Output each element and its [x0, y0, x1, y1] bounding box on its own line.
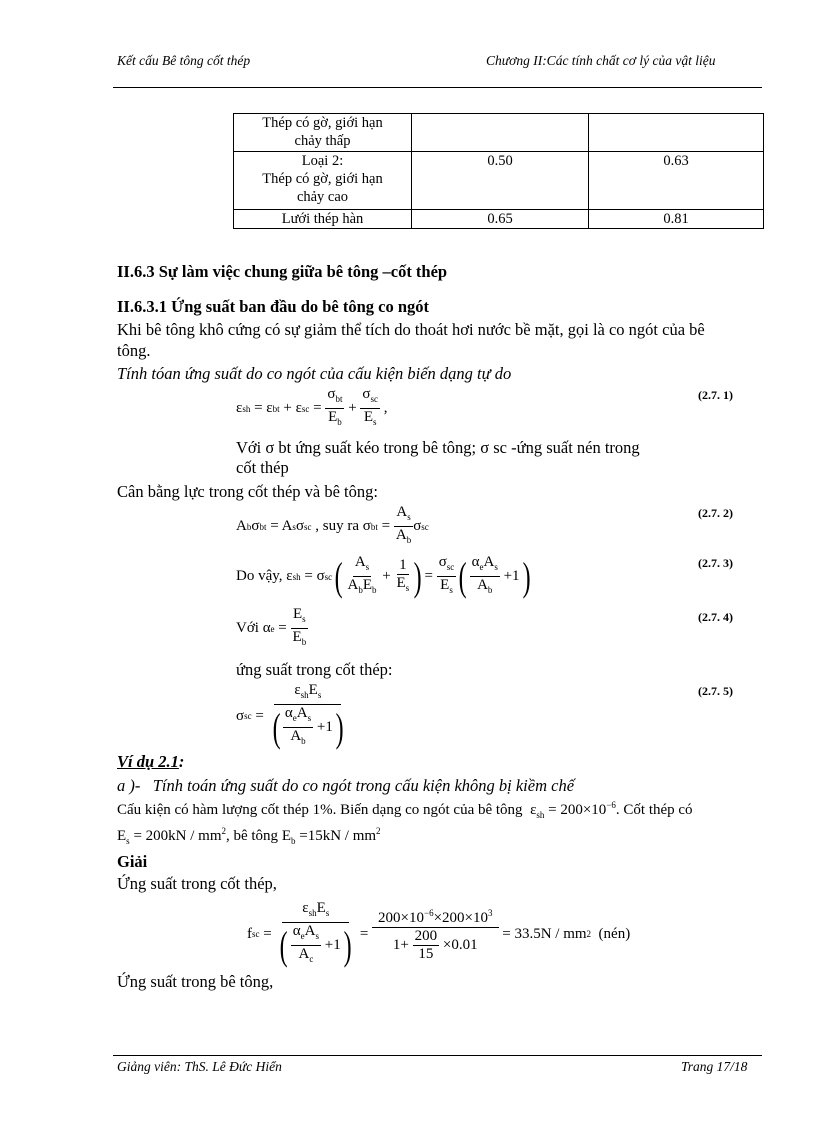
coefficient-table	[233, 113, 764, 229]
table-cell: 0.50	[412, 152, 589, 210]
table-cell: Lưới thép hàn	[234, 210, 412, 229]
paragraph-line: Khi bê tông khô cứng có sự giảm thể tích do thoát hơi nước bề mặt, gọi là co ngót của bê	[117, 320, 705, 339]
paragraph-line: Với σ bt ứng suất kéo trong bê tông; σ sc -ứng suất nén trong	[236, 438, 640, 457]
paragraph-line: Ứng suất trong cốt thép,	[117, 874, 277, 893]
table-cell: 0.63	[589, 152, 764, 210]
header-left: Kết cấu Bê tông cốt thép	[117, 53, 251, 68]
table-cell: Thép có gờ, giới hạn chảy thấp	[234, 114, 412, 152]
footer-right: Trang 17/18	[681, 1059, 748, 1074]
header-rule	[113, 87, 762, 88]
paragraph-line: ứng suất trong cốt thép:	[236, 660, 393, 679]
example-part-a: a )- Tính toán ứng suất do co ngót trong cấu kiện không bị kiềm chế	[117, 776, 575, 795]
table-row	[234, 114, 764, 152]
equation-2-7-4: Với α e = $\frac{E_s}{E_b}$	[236, 606, 307, 647]
example-line2: $E_s = 200kN / mm^2$, bê tông $E_b =15kN / mm^2$	[117, 826, 381, 846]
footer-rule	[113, 1055, 762, 1056]
equation-2-7-5: σ sc = $\varepsilon_{sh}E_s$ ( $\frac{\alpha_eA_s}{A_b}$ +1 )	[236, 682, 344, 750]
paragraph-italic: Tính tóan ứng suất do co ngót của cấu kiện biến dạng tự do	[117, 364, 512, 383]
equation-label: (2.7. 1)	[698, 388, 733, 402]
table-cell	[589, 114, 764, 152]
section-heading: II.6.3 Sự làm việc chung giữa bê tông –cốt thép	[117, 262, 448, 281]
table-row	[234, 152, 764, 210]
table-cell: 0.81	[589, 210, 764, 229]
equation-2-7-2: A b σ bt = A s σ sc , suy ra σ bt = $\frac{A_s}{A_b}$ σ sc	[236, 504, 429, 545]
equation-2-7-3: Do vậy, ε sh = σ sc ( $\frac{A_s}{A_bE_b}$ + $\frac{1}{E_s}$ ) = $\frac{\sigma_{sc}}{E_s}$ ( $\frac{\alpha_eA_s}{A_b}$ +1 )	[236, 553, 531, 599]
equation-label: (2.7. 3)	[698, 556, 733, 570]
header-right: Chương II:Các tính chất cơ lý của vật liệu	[486, 53, 716, 68]
example-title: Ví dụ 2.1:	[117, 752, 185, 771]
example-line1: Cấu kiện có hàm lượng cốt thép 1%. Biến dạng co ngót của bê tông $\varepsilon_{sh} = 200\times 10^{-6}$. Cốt thép có	[117, 800, 693, 820]
paragraph-line: tông.	[117, 341, 151, 360]
paragraph-line: Ứng suất trong bê tông,	[117, 972, 274, 991]
subsection-heading: II.6.3.1 Ứng suất ban đầu do bê tông co ngót	[117, 297, 430, 316]
solution-heading: Giải	[117, 852, 148, 871]
table-cell	[412, 114, 589, 152]
table-cell: Loại 2: Thép có gờ, giới hạn chảy cao	[234, 152, 412, 210]
worked-equation: f sc = $\varepsilon_{sh}E_s$ ( $\frac{\alpha_eA_s}{A_c}$ +1 ) = $200\times 10^{-6}\times 200\times 10^3$ 1+ $\frac{200}{15}$ ×0.01 = 33.5N / mm 2 (nén)	[247, 900, 631, 968]
equation-label: (2.7. 2)	[698, 506, 733, 520]
equation-label: (2.7. 5)	[698, 684, 733, 698]
footer-left: Giảng viên: ThS. Lê Đức Hiển	[117, 1059, 282, 1074]
table-cell: 0.65	[412, 210, 589, 229]
paragraph-line: cốt thép	[236, 458, 289, 477]
equation-label: (2.7. 4)	[698, 610, 733, 624]
equation-2-7-1: ε sh = ε bt + ε sc = $\frac{\sigma_{bt}}{E_b}$ + $\frac{\sigma_{sc}}{E_s}$ ,	[236, 386, 388, 427]
paragraph-line: Cân bằng lực trong cốt thép và bê tông:	[117, 482, 378, 501]
table-row	[234, 210, 764, 229]
